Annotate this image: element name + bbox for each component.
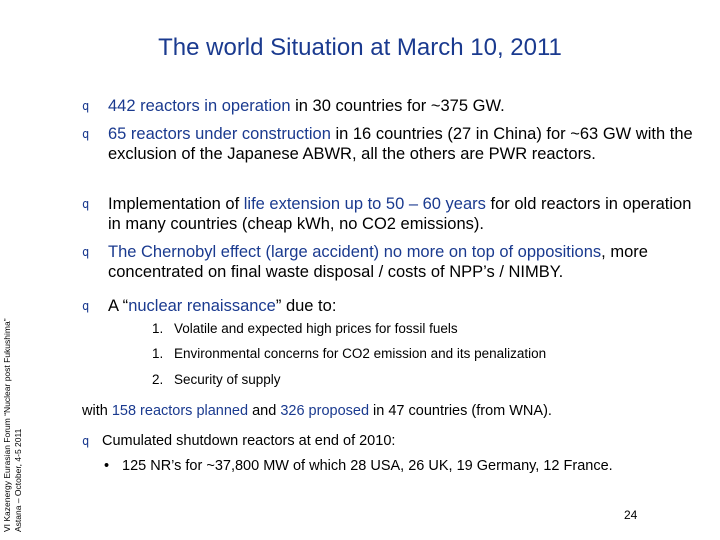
planned-reactors-line <box>82 402 702 420</box>
bullet-reactors-under-construction <box>82 124 702 164</box>
highlight-text: 442 reactors in operation <box>108 97 291 115</box>
bullet-text: for old reactors in operation in many countries (cheap kWh, no CO2 emissions). <box>108 195 692 233</box>
bullet-marker: q <box>82 99 90 113</box>
shutdown-detail-text: 125 NR’s for ~37,800 MW of which 28 USA, 26 UK, 19 Germany, 12 France. <box>122 458 613 474</box>
bullet-nuclear-renaissance <box>82 296 702 316</box>
sub-item-security <box>152 371 692 389</box>
bullet-marker: q <box>82 434 90 448</box>
bullet-marker: q <box>82 197 90 211</box>
bullet-marker: q <box>82 299 90 313</box>
bullet-text: in 30 countries for ~375 GW. <box>290 97 505 115</box>
highlight-planned: 158 reactors planned <box>111 403 249 419</box>
bullet-text: A “ <box>108 297 129 315</box>
sub-item-number: 1. <box>152 321 164 336</box>
dot-marker: • <box>104 458 110 474</box>
shutdown-text: Cumulated shutdown reactors at end of 2010: <box>102 433 396 449</box>
bullet-marker: q <box>82 245 90 259</box>
shutdown-bullet <box>82 432 702 450</box>
planned-text: and <box>248 403 281 419</box>
bullet-text: ” due to: <box>275 297 337 315</box>
sub-item-fossil-fuels <box>152 320 692 338</box>
bullet-text: Implementation of <box>108 195 244 213</box>
sub-item-text: Environmental concerns for CO2 emission and its penalization <box>174 346 547 361</box>
highlight-text: nuclear renaissance <box>128 297 276 315</box>
side-caption-line-1: VI Kazenergy Eurasian Forum “Nuclear post Fukushima” <box>2 318 12 532</box>
sub-item-number: 1. <box>152 346 164 361</box>
highlight-text: The Chernobyl effect (large accident) no more on top of oppositions <box>108 243 602 261</box>
slide-title: The world Situation at March 10, 2011 <box>158 34 562 61</box>
highlight-text: 65 reactors under construction <box>108 125 331 143</box>
sub-item-text: Security of supply <box>174 372 281 387</box>
bullet-reactors-in-operation <box>82 96 702 116</box>
side-caption-line-2: Astana – October, 4-5 2011 <box>13 428 23 532</box>
shutdown-detail-item <box>98 457 658 475</box>
side-caption <box>2 318 24 532</box>
highlight-text: life extension up to 50 – 60 years <box>243 195 486 213</box>
planned-text: with <box>82 403 112 419</box>
sub-item-number: 2. <box>152 372 164 387</box>
bullet-text: , more concentrated on final waste disposal / costs of NPP’s / NIMBY. <box>108 243 648 281</box>
sub-item-text: Volatile and expected high prices for fossil fuels <box>174 321 458 336</box>
page-number: 24 <box>624 508 638 522</box>
planned-text: in 47 countries (from WNA). <box>369 403 552 419</box>
bullet-marker: q <box>82 127 90 141</box>
bullet-life-extension <box>82 194 702 234</box>
highlight-proposed: 326 proposed <box>280 403 370 419</box>
bullet-chernobyl-effect <box>82 242 702 282</box>
bullet-text: in 16 countries (27 in China) for ~63 GW with the exclusion of the Japanese ABWR, all the others are PWR reactors. <box>108 125 693 163</box>
sub-item-environmental <box>152 345 692 363</box>
